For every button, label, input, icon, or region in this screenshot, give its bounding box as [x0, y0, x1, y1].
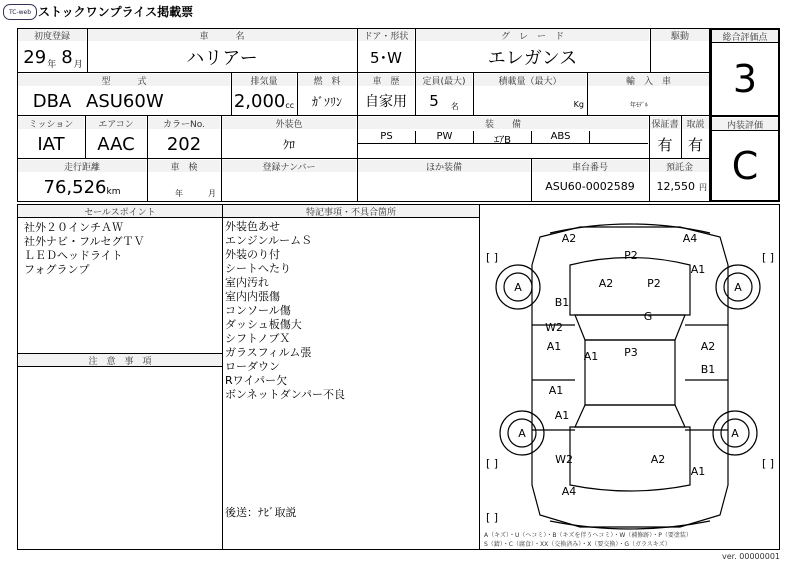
v-line [147, 115, 148, 202]
label-capacity: 定員(最大) [416, 74, 472, 86]
list-item: ダッシュ板傷大 [225, 318, 302, 331]
price-number: 12,550 [656, 180, 695, 193]
label-drive: 駆動 [651, 29, 709, 41]
sales-points-list [24, 221, 145, 277]
mileage-number: 76,526 [43, 176, 107, 198]
list-item: シフトノブＸ [225, 332, 291, 345]
damage-mark: A [514, 281, 522, 294]
capacity-value [416, 88, 472, 114]
first-reg-value [20, 44, 86, 70]
list-item: エンジンルームＳ [225, 234, 313, 247]
list-item: 外装のり付 [225, 248, 280, 261]
v-line [681, 115, 682, 158]
warranty-value: 有 [657, 135, 673, 154]
label-displacement: 排気量 [232, 74, 296, 86]
label-inspection: 車 検 [148, 160, 220, 172]
list-item: ローダウン [225, 360, 280, 373]
label-notes: 注 意 事 項 [18, 354, 222, 366]
v-line [473, 72, 474, 115]
diagram-bracket: [ ] [485, 457, 499, 470]
v-line [650, 28, 651, 72]
first-reg-month: 8 [61, 46, 73, 68]
label-exterior-color: 外装色 [222, 117, 356, 129]
aircon-value: AAC [97, 133, 135, 155]
v-line [587, 72, 588, 115]
damage-mark: A [731, 427, 739, 440]
damage-mark: A2 [561, 232, 577, 245]
v-line [221, 115, 222, 202]
damage-mark: A2 [598, 277, 614, 290]
manual-value: 有 [687, 135, 703, 154]
v-line [531, 158, 532, 202]
label-sales-points: セールスポイント [18, 205, 222, 217]
damage-mark: A1 [546, 340, 562, 353]
fuel-value: ｶﾞｿﾘﾝ [311, 94, 342, 109]
chassis-no-value: ASU60-0002589 [545, 180, 635, 193]
displacement-value [232, 88, 296, 114]
label-grade: グ レ ー ド [416, 29, 649, 41]
price-unit: 円 [699, 183, 707, 192]
label-mission: ミッション [18, 117, 84, 129]
diagram-bracket: [ ] [485, 511, 499, 524]
list-item: シートへたり [225, 262, 291, 275]
h-line [17, 72, 710, 73]
label-mileage: 走行距離 [18, 160, 146, 172]
diagram-legend-line1: A（キズ）・U（ヘコミ）・B（キズを伴うヘコミ）・W（補修跡）・P（要塗装） [484, 532, 692, 539]
page-title: ストックワンプライス掲載票 [38, 5, 194, 19]
list-item: コンソール傷 [225, 304, 291, 317]
equipment-grid [358, 131, 648, 157]
damage-mark: A1 [548, 384, 564, 397]
first-reg-year: 29 [23, 46, 47, 68]
v-line [87, 28, 88, 72]
label-equipment: 装 備 [358, 117, 648, 129]
diagram-bracket: [ ] [761, 457, 775, 470]
list-item: 室内内張傷 [225, 290, 280, 303]
trunk-shape [570, 427, 690, 491]
equipment-item: PS [358, 131, 416, 144]
displacement-number: 2,000 [233, 90, 286, 112]
damage-mark: A [734, 281, 742, 294]
diagram-bracket: [ ] [761, 251, 775, 264]
interior-score: C [731, 144, 759, 188]
h-line [17, 115, 710, 116]
load-unit: Kg [573, 100, 584, 109]
list-item: 外装色あせ [225, 220, 280, 233]
damage-mark: P2 [647, 277, 661, 290]
list-item: ＬＥＤヘッドライト [24, 249, 123, 262]
label-remarks: 特記事項・不具合箇所 [223, 205, 479, 217]
damage-mark: P2 [624, 249, 638, 262]
damage-mark: A [518, 427, 526, 440]
label-overall: 総合評価点 [712, 30, 778, 42]
h-line [17, 217, 222, 218]
v-line [415, 28, 416, 115]
label-interior: 内装評価 [712, 118, 778, 130]
car-history-value: 自家用 [365, 94, 407, 110]
displacement-unit: cc [285, 101, 295, 110]
h-line [222, 217, 479, 218]
list-item: 社外ナビ・フルセグＴＶ [24, 235, 145, 248]
inspection-month-unit: 月 [208, 189, 216, 198]
drive-value [651, 42, 709, 72]
rear-window-shape [575, 405, 685, 427]
damage-mark: W2 [545, 321, 563, 334]
first-reg-year-unit: 年 [47, 60, 57, 70]
inspection-year-unit: 年 [175, 189, 183, 198]
v-line [222, 204, 223, 550]
list-item: ガラスフィルム張 [225, 346, 312, 359]
remarks-footer: 後送：ﾅﾋﾞ取説 [225, 506, 297, 519]
label-model: 型 式 [18, 74, 230, 86]
list-item: フォグランプ [24, 263, 90, 276]
exterior-color-value: ｸﾛ [282, 137, 295, 152]
list-item: 社外２０インチＡＷ [24, 221, 123, 234]
equipment-item: ｴｱB [474, 131, 532, 144]
h-line [710, 42, 780, 43]
damage-mark: A1 [554, 409, 570, 422]
capacity-unit: 名 [450, 102, 459, 111]
v-line [297, 72, 298, 115]
label-first-reg: 初度登録 [18, 29, 86, 41]
label-warranty: 保証書 [650, 117, 680, 129]
label-color-no: カラーNo. [148, 117, 220, 129]
mileage-unit: km [106, 187, 121, 197]
label-chassis-no: 車台番号 [532, 160, 648, 172]
v-line [357, 28, 358, 202]
label-other-equipment: ほか装備 [358, 160, 530, 172]
h-line [17, 158, 710, 159]
label-aircon: エアコン [86, 117, 146, 129]
model-value: ASU60W [86, 90, 164, 112]
version-label: ver. 00000001 [721, 552, 780, 561]
windshield-shape [575, 315, 685, 340]
first-reg-month-unit: 月 [73, 60, 83, 70]
label-price: 預託金 [650, 160, 709, 172]
damage-mark: A1 [690, 465, 706, 478]
damage-mark: A4 [682, 232, 698, 245]
mission-value: IAT [37, 133, 65, 155]
equipment-item: ABS [532, 131, 590, 144]
car-name-value: ハリアー [186, 48, 258, 69]
price-value [650, 180, 709, 193]
damage-mark: G [643, 310, 653, 323]
capacity-number: 5 [429, 92, 439, 110]
damage-mark: A2 [650, 453, 666, 466]
v-line [231, 72, 232, 115]
label-reg-number: 登録ナンバー [222, 160, 356, 172]
label-car-history: 車 歴 [358, 74, 414, 86]
color-no-value: 202 [166, 133, 202, 155]
list-item: Rワイパー欠 [225, 374, 288, 387]
damage-mark: W2 [555, 453, 573, 466]
car-damage-diagram [480, 205, 779, 549]
damage-mark: B1 [554, 296, 570, 309]
label-door-shape: ドア・形状 [358, 29, 414, 41]
list-item: ボンネットダンパー不良 [225, 388, 346, 401]
equipment-cell-empty [590, 131, 648, 144]
diagram-legend-line2: S（錆）・C（腐食）・XX（交換済み）・X（要交換）・G（ガラスキズ） [484, 541, 671, 548]
v-line [85, 115, 86, 158]
overall-score: 3 [732, 57, 758, 101]
hood-shape [570, 258, 690, 316]
h-line [17, 366, 222, 367]
diagram-bracket: [ ] [485, 251, 499, 264]
h-line [710, 130, 780, 131]
list-item: 室内汚れ [225, 276, 269, 289]
label-car-name: 車 名 [88, 29, 356, 41]
damage-mark: P3 [624, 346, 638, 359]
remarks-list [225, 220, 345, 402]
damage-mark: A4 [561, 485, 577, 498]
label-fuel: 燃 料 [298, 74, 356, 86]
model-prefix: DBA [32, 90, 72, 112]
import-note: 年ﾓﾃﾞﾙ [629, 102, 648, 109]
logo: TC-web [3, 4, 37, 20]
damage-mark: A1 [690, 263, 706, 276]
damage-mark: A2 [700, 340, 716, 353]
rear-bumper-shape [550, 521, 710, 529]
mileage-value [18, 174, 146, 200]
label-load: 積載量（最大） [474, 74, 586, 86]
label-manual: 取説 [682, 117, 709, 129]
v-line [649, 115, 650, 202]
label-import: 輸 入 車 [588, 74, 709, 86]
damage-mark: B1 [700, 363, 716, 376]
equipment-item: PW [416, 131, 474, 144]
grade-value: エレガンス [487, 48, 578, 69]
door-shape-value: 5･W [370, 48, 402, 67]
damage-mark: A1 [583, 350, 599, 363]
